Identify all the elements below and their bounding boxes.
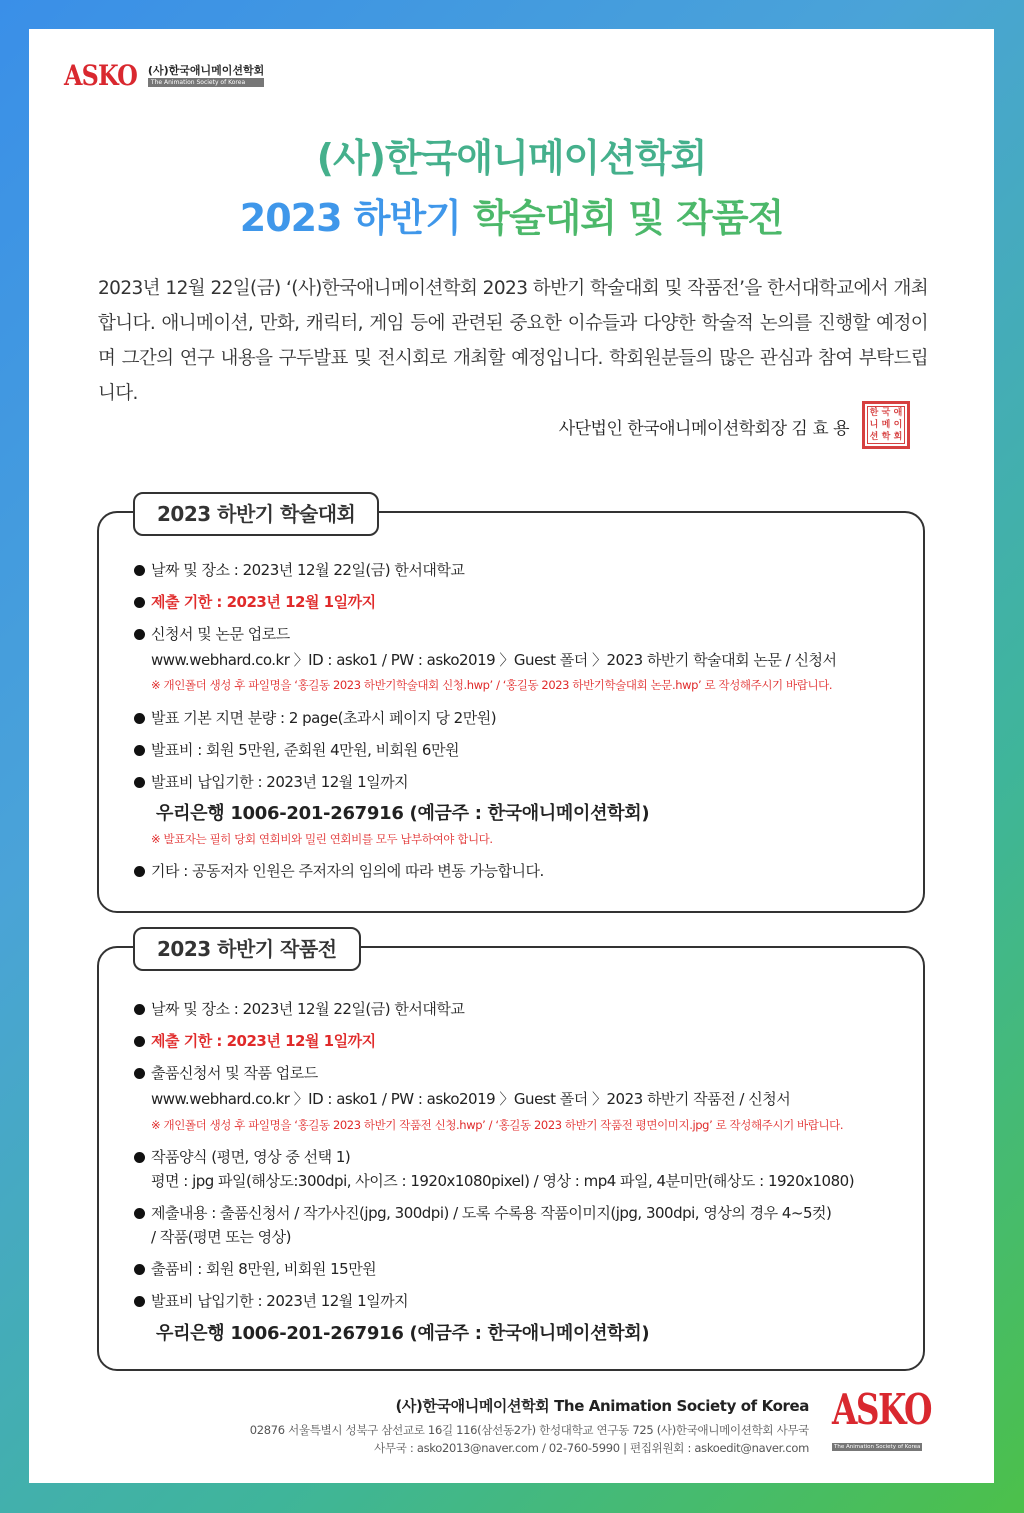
bank-account-text: 우리은행 1006-201-267916 (예금주 : 한국애니메이션학회) bbox=[156, 803, 650, 824]
list-item: 발표비 : 회원 5만원, 준회원 4만원, 비회원 6만원 bbox=[134, 739, 459, 760]
seal-character: 이 bbox=[893, 420, 903, 430]
list-item-deadline: 제출 기한 : 2023년 12월 1일까지 bbox=[134, 1030, 376, 1051]
upload-path-text: www.webhard.co.kr 〉ID : asko1 / PW : asko2019 〉Guest 폴더 〉2023 하반기 학술대회 논문 / 신청서 bbox=[151, 651, 837, 669]
list-item: 작품양식 (평면, 영상 중 선택 1) bbox=[134, 1146, 350, 1167]
page-title-line2: 2023 하반기 학술대회 및 작품전 bbox=[239, 196, 784, 240]
seal-character: 학 bbox=[881, 432, 891, 442]
upload-path-text: www.webhard.co.kr 〉ID : asko1 / PW : asko2019 〉Guest 폴더 〉2023 하반기 작품전 / 신청서 bbox=[151, 1090, 791, 1108]
footer-address: 02876 서울특별시 성북구 삼선교로 16길 116(삼선동2가) 한성대학교 연구동 725 (사)한국애니메이션학회 사무국 bbox=[249, 1423, 809, 1437]
list-item: 출품비 : 회원 8만원, 비회원 15만원 bbox=[134, 1258, 376, 1279]
bank-account-text: 우리은행 1006-201-267916 (예금주 : 한국애니메이션학회) bbox=[156, 1323, 650, 1344]
list-item: 날짜 및 장소 : 2023년 12월 22일(금) 한서대학교 bbox=[134, 559, 464, 580]
seal-character: 한 bbox=[869, 408, 879, 418]
list-item: 발표비 납입기한 : 2023년 12월 1일까지 bbox=[134, 771, 408, 792]
footer-org-name: (사)한국애니메이션학회 The Animation Society of Korea bbox=[395, 1397, 809, 1415]
seal-character: 회 bbox=[893, 432, 903, 442]
seal-character: 니 bbox=[869, 420, 879, 430]
bank-note: ※ 발표자는 필히 당회 연회비와 밀린 연회비를 모두 납부하여야 합니다. bbox=[151, 832, 493, 846]
exhibition-tab-title: 2023 하반기 작품전 bbox=[133, 927, 361, 971]
format-detail-text: 평면 : jpg 파일(해상도:300dpi, 사이즈 : 1920x1080pixel) / 영상 : mp4 파일, 4분미만(해상도 : 1920x1080) bbox=[151, 1172, 855, 1190]
intro-paragraph: 2023년 12월 22일(금) ‘(사)한국애니메이션학회 2023 하반기 학술대회 및 작품전’을 한서대학교에서 개최합니다. 애니메이션, 만화, 캐릭터, 게임 등에 관련된 중요한 이슈들과 다양한 학술적 논의를 진행할 예정이며 그간의 연구 내용을 구두발표 및 전시회로 개최할 예정입니다. 학회원분들의 많은 관심과 참여 부탁드립니다. bbox=[98, 278, 928, 404]
conference-tab-title: 2023 하반기 학술대회 bbox=[133, 492, 379, 536]
president-signature: 사단법인 한국애니메이션학회장 김 효 용 bbox=[558, 419, 849, 439]
upload-note: ※ 개인폴더 생성 후 파일명을 ‘홍길동 2023 하반기 작품전 신청.hwp’ / ‘홍길동 2023 하반기 작품전 평면이미지.jpg’ 로 작성해주시기 바랍니다. bbox=[151, 1118, 844, 1132]
footer-logo bbox=[832, 1385, 931, 1452]
logo-korean-name: (사)한국애니메이션학회 bbox=[147, 64, 265, 77]
footer-contact: 사무국 : asko2013@naver.com / 02-760-5990 | 편집위원회 : askoedit@naver.com bbox=[374, 1441, 809, 1455]
poster-sheet bbox=[29, 29, 994, 1483]
logo-english-name: The Animation Society of Korea bbox=[148, 78, 264, 87]
list-item: 신청서 및 논문 업로드 bbox=[134, 623, 290, 644]
header-logo bbox=[64, 59, 264, 92]
seal-character: 메 bbox=[881, 420, 891, 430]
content-continued-text: / 작품(평면 또는 영상) bbox=[151, 1228, 291, 1246]
list-item-deadline: 제출 기한 : 2023년 12월 1일까지 bbox=[134, 591, 376, 612]
seal-character: 국 bbox=[881, 408, 891, 418]
asko-logo-text: ASKO bbox=[832, 1385, 931, 1434]
upload-note: ※ 개인폴더 생성 후 파일명을 ‘홍길동 2023 하반기학술대회 신청.hwp’ / ‘홍길동 2023 하반기학술대회 논문.hwp’ 로 작성해주시기 바랍니다. bbox=[151, 678, 833, 692]
seal-character: 션 bbox=[869, 432, 879, 442]
logo-english-name: The Animation Society of Korea bbox=[834, 1444, 921, 1450]
page-title-line1: (사)한국애니메이션학회 bbox=[316, 136, 707, 180]
list-item: 발표비 납입기한 : 2023년 12월 1일까지 bbox=[134, 1290, 408, 1311]
list-item: 제출내용 : 출품신청서 / 작가사진(jpg, 300dpi) / 도록 수록용 작품이미지(jpg, 300dpi, 영상의 경우 4~5컷) bbox=[134, 1202, 831, 1223]
list-item: 발표 기본 지면 분량 : 2 page(초과시 페이지 당 2만원) bbox=[134, 707, 496, 728]
asko-logo-text: ASKO bbox=[64, 59, 138, 92]
seal-character: 애 bbox=[893, 408, 903, 418]
list-item: 날짜 및 장소 : 2023년 12월 22일(금) 한서대학교 bbox=[134, 998, 464, 1019]
list-item: 기타 : 공동저자 인원은 주저자의 임의에 따라 변동 가능합니다. bbox=[134, 860, 544, 881]
list-item: 출품신청서 및 작품 업로드 bbox=[134, 1062, 318, 1083]
official-seal-icon bbox=[862, 401, 910, 449]
